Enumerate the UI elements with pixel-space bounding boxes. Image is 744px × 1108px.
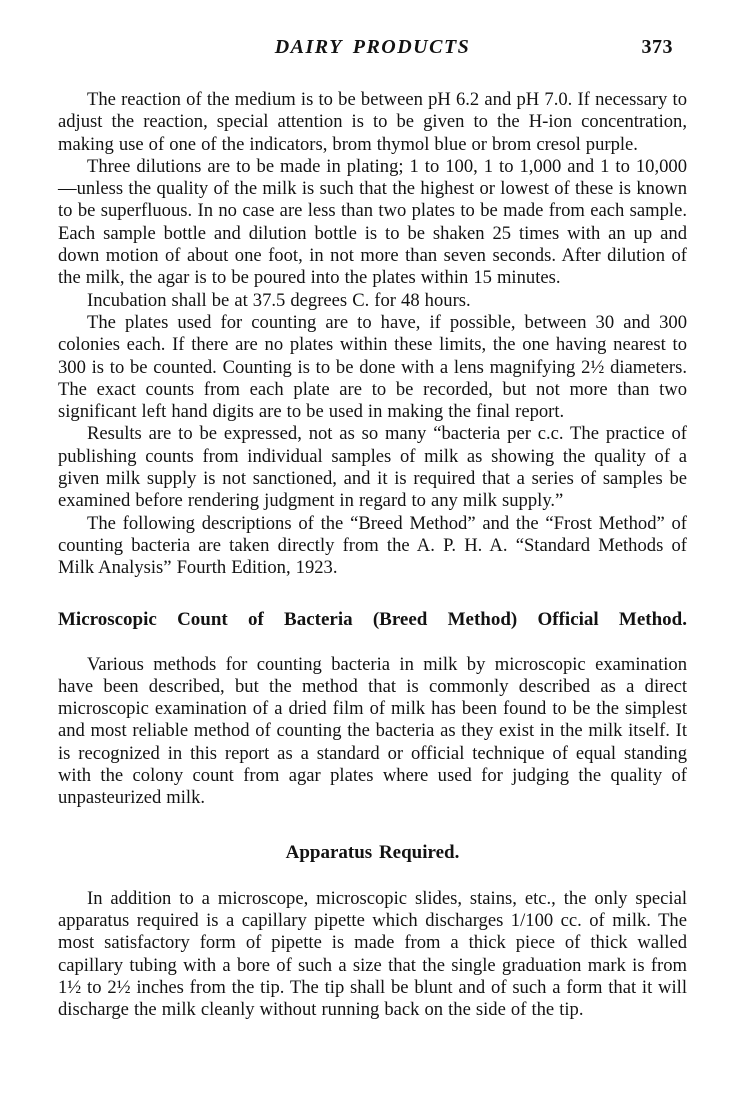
section-heading-breed-method: Microscopic Count of Bacteria (Breed Method) Official Method. bbox=[58, 608, 687, 630]
paragraph-plate-counting: The plates used for counting are to have, if possible, between 30 and 300 colonies each. If there are no plates within these limits, the one having nearest to 300 is to be counted. Counting is to be done with a lens magnifying 2½ diameters. The exact counts from each plate are to be recorded, but not more than two significant left hand digits are to be used in making the final report. bbox=[58, 311, 687, 423]
paragraph-dilutions: Three dilutions are to be made in plating; 1 to 100, 1 to 1,000 and 1 to 10,000—unless the quality of the milk is such that the highest or lowest of these is known to be superfluous. In no case are less than two plates to be made from each sample. Each sample bottle and dilution bottle is to be shaken 25 times with an up and down motion of about one foot, in not more than seven seconds. After dilution of the milk, the agar is to be poured into the plates within 15 minutes. bbox=[58, 155, 687, 289]
paragraph-medium-reaction: The reaction of the medium is to be between pH 6.2 and pH 7.0. If necessary to adjust the reaction, special attention is to be given to the H-ion concentration, making use of one of the indicators, brom thymol blue or brom cresol purple. bbox=[58, 89, 687, 155]
paragraph-incubation: Incubation shall be at 37.5 degrees C. for 48 hours. bbox=[87, 289, 471, 311]
paragraph-results-expression: Results are to be expressed, not as so many “bacteria per c.c. The practice of publishing counts from individual samples of milk as showing the quality of a given milk supply is not sanctioned, and it is required that a series of samples be examined before rendering judgment in regard to any milk supply.” bbox=[58, 423, 687, 512]
running-head bbox=[58, 36, 687, 62]
paragraph-apparatus-description: In addition to a microscope, microscopic slides, stains, etc., the only special apparatus required is a capillary pipette which discharges 1/100 cc. of milk. The most satisfactory form of pipette is made from a thick piece of thick walled capillary tubing with a bore of such a size that the single graduation mark is from 1½ to 2½ inches from the tip. The tip shall be blunt and of such a form that it will discharge the milk cleanly without running back on the side of the tip. bbox=[58, 887, 687, 1021]
running-head-title: DAIRY PRODUCTS bbox=[274, 36, 471, 58]
paragraph-method-sources: The following descriptions of the “Breed Method” and the “Frost Method” of counting bacteria are taken directly from the A. P. H. A. “Standard Methods of Milk Analysis” Fourth Edition, 1923. bbox=[58, 512, 687, 579]
page-number: 373 bbox=[641, 36, 673, 58]
subsection-heading-apparatus-required: Apparatus Required. bbox=[285, 841, 460, 863]
paragraph-microscopic-methods: Various methods for counting bacteria in milk by microscopic examination have been described, but the method that is commonly described as a direct microscopic examination of a dried film of milk has been found to be the simplest and most reliable method of counting the bacteria as they exist in the milk itself. It is recognized in this report as a standard or official technique of equal standing with the colony count from agar plates where used for judging the quality of unpasteurized milk. bbox=[58, 653, 687, 809]
